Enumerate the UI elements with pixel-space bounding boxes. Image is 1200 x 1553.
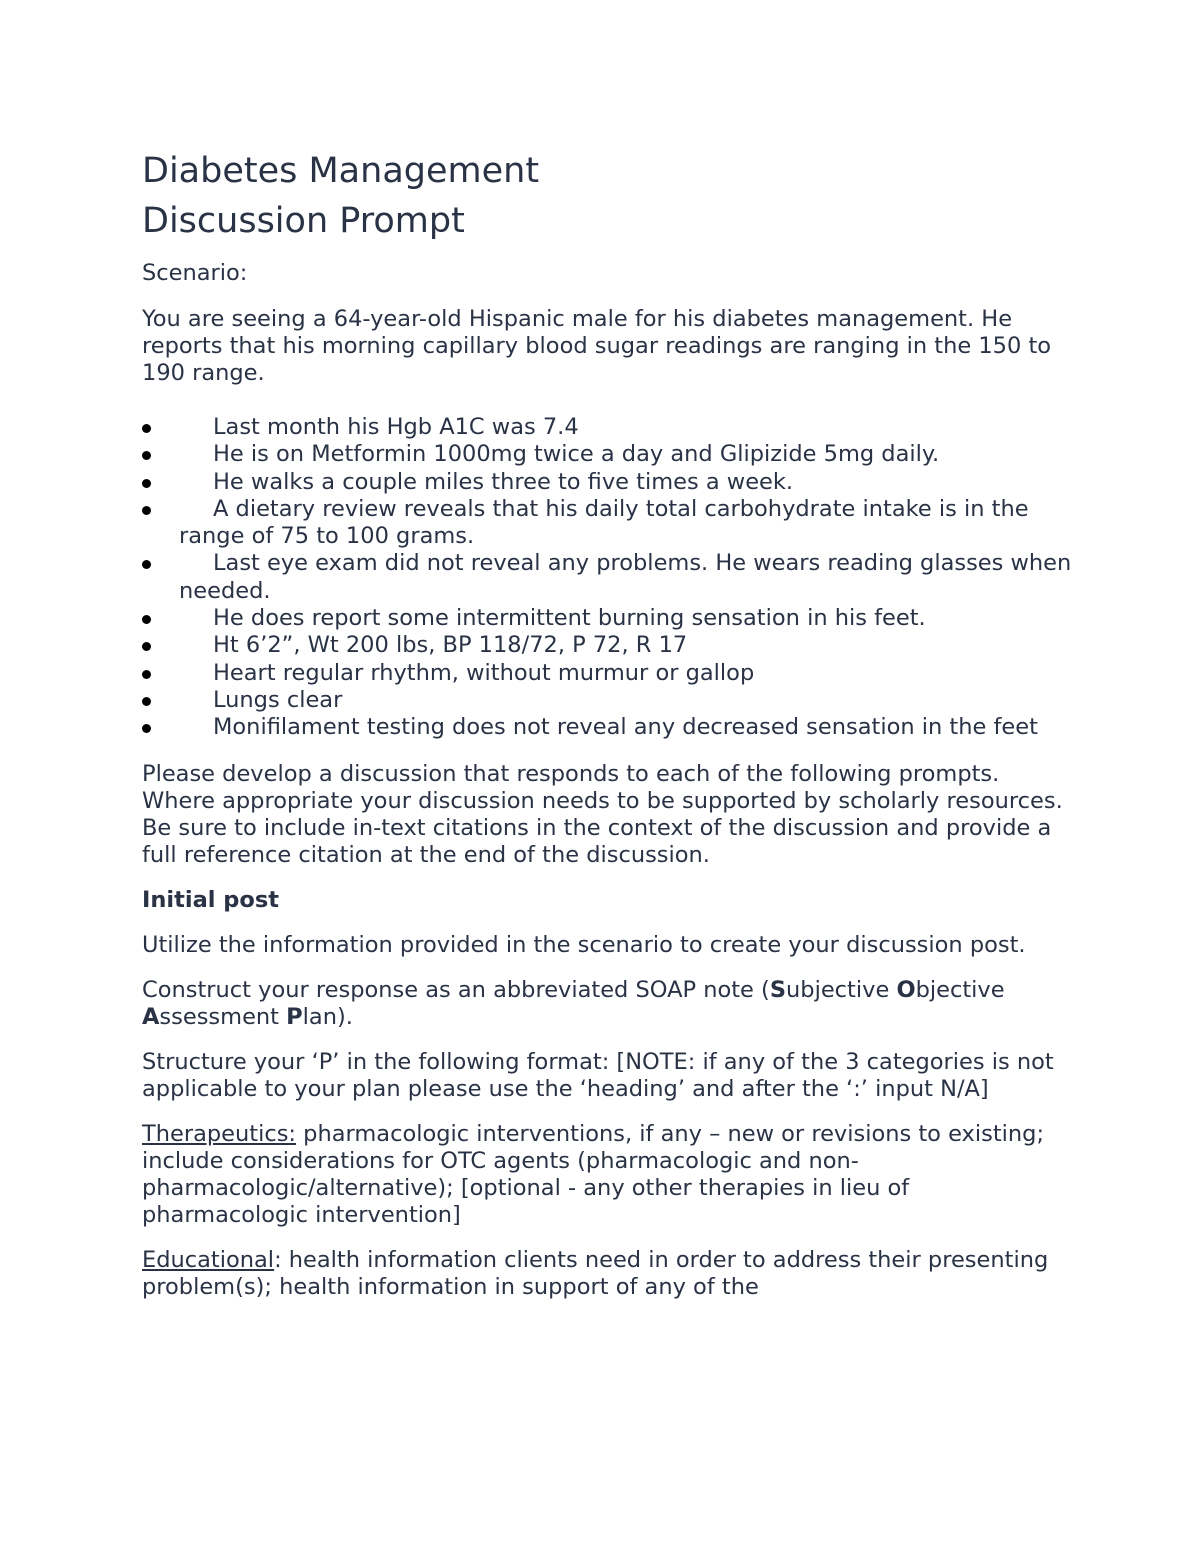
soap-instructions (142, 977, 1072, 1031)
therapeutics-paragraph (142, 1121, 1072, 1229)
initial-post-text: Utilize the information provided in the scenario to create your discussion post. (142, 931, 1026, 958)
therapeutics-label: Therapeutics: (142, 1120, 297, 1147)
bullet-icon (142, 424, 151, 433)
initial-post-heading: Initial post (142, 886, 280, 913)
list-item-text: Last month his Hgb A1C was 7.4 (213, 414, 579, 440)
educational-label: Educational (142, 1246, 275, 1273)
bullet-icon (142, 560, 151, 569)
list-item (142, 687, 1072, 714)
soap-p-letter: P (286, 1003, 303, 1030)
bullet-icon (142, 479, 151, 488)
bullet-icon (142, 506, 151, 515)
findings-list (142, 414, 1072, 742)
list-item-text: A dietary review reveals that his daily total carbohydrate intake is in the range of 75 to 100 grams. (179, 495, 1029, 550)
soap-a-letter: A (142, 1003, 160, 1030)
document-title: Diabetes Management (142, 151, 540, 191)
list-item-text: He walks a couple miles three to five times a week. (213, 468, 794, 495)
soap-o-rest: bjective (915, 976, 1005, 1003)
list-item (142, 469, 1072, 496)
therapeutics-text: pharmacologic interventions, if any – new or revisions to existing; include considerations for OTC agents (pharmacologic and non-pharmacologic/alternative); [optional - any other therapies in lieu of pharmacologic intervention] (142, 1120, 1045, 1228)
bullet-icon (142, 451, 151, 460)
soap-s-rest: ubjective (786, 976, 897, 1003)
bullet-icon (142, 615, 151, 624)
list-item (142, 496, 1072, 551)
bullet-icon (142, 724, 151, 733)
soap-a-rest: ssessment (159, 1003, 287, 1030)
bullet-icon (142, 642, 151, 651)
scenario-label: Scenario: (142, 260, 248, 286)
educational-paragraph (142, 1247, 1072, 1301)
list-item-text: Last eye exam did not reveal any problems. He wears reading glasses when needed. (179, 550, 1072, 604)
soap-prefix: Construct your response as an abbreviated SOAP note ( (142, 976, 770, 1003)
list-item-text: He is on Metformin 1000mg twice a day and Glipizide 5mg daily. (213, 441, 940, 468)
bullet-icon (142, 670, 151, 679)
list-item-text: Lungs clear (213, 686, 343, 713)
list-item (142, 714, 1072, 741)
structure-instructions: Structure your ‘P’ in the following format: [NOTE: if any of the 3 categories is not applicable to your plan please use the ‘heading’ and after the ‘:’ input N/A] (142, 1048, 1054, 1102)
list-item (142, 632, 1072, 659)
discussion-instructions: Please develop a discussion that responds to each of the following prompts. Where appropriate your discussion needs to be supported by scholarly resources. Be sure to include in-text citations in the context of the discussion and provide a full reference citation at the end of the discussion. (142, 760, 1063, 868)
soap-p-rest: lan). (302, 1003, 353, 1030)
list-item-text: Ht 6’2”, Wt 200 lbs, BP 118/72, P 72, R 17 (213, 632, 688, 659)
list-item (142, 605, 1072, 632)
soap-s-letter: S (769, 976, 787, 1003)
document-page (142, 146, 1072, 1301)
list-item (142, 550, 1072, 605)
soap-o-letter: O (896, 976, 916, 1003)
document-subtitle: Discussion Prompt (142, 201, 465, 241)
list-item (142, 660, 1072, 687)
list-item-text: Monifilament testing does not reveal any decreased sensation in the feet (213, 714, 1038, 741)
bullet-icon (142, 697, 151, 706)
list-item (142, 414, 1072, 441)
scenario-text: You are seeing a 64-year-old Hispanic male for his diabetes management. He reports that his morning capillary blood sugar readings are ranging in the 150 to 190 range. (142, 306, 1052, 386)
list-item (142, 441, 1072, 468)
educational-text: : health information clients need in order to address their presenting problem(s); health information in support of any of the (142, 1246, 1049, 1300)
list-item-text: Heart regular rhythm, without murmur or gallop (213, 659, 755, 686)
list-item-text: He does report some intermittent burning sensation in his feet. (213, 605, 926, 632)
